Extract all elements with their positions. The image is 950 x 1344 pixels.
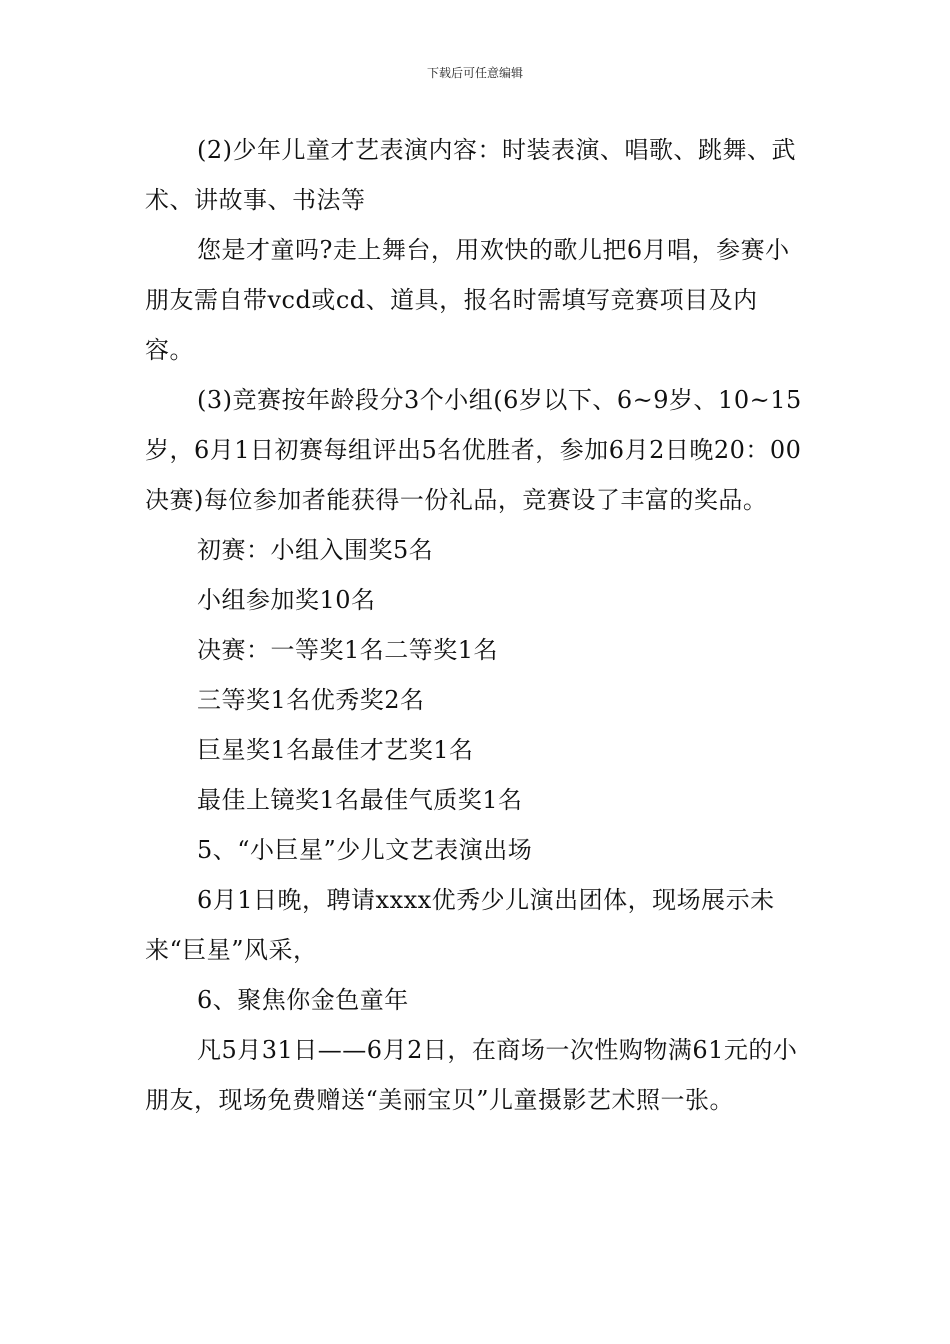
section-heading-6: 6、聚焦你金色童年 — [197, 986, 409, 1014]
paragraph-final-awards-2: 三等奖1名优秀奖2名 — [197, 686, 425, 714]
paragraph-talent-content: (2)少年儿童才艺表演内容：时装表演、唱歌、跳舞、武术、讲故事、书法等 — [145, 136, 796, 214]
paragraph-prelim-award: 初赛：小组入围奖5名 — [197, 536, 434, 564]
section-heading-5: 5、“小巨星”少儿文艺表演出场 — [197, 836, 533, 864]
paragraph-final-awards-1: 决赛：一等奖1名二等奖1名 — [197, 636, 499, 664]
paragraph-final-awards-4: 最佳上镜奖1名最佳气质奖1名 — [197, 786, 523, 814]
paragraph-age-groups: (3)竞赛按年龄段分3个小组(6岁以下、6~9岁、10~15岁，6月1日初赛每组评出5名优胜者，参加6月2日晚20：00决赛)每位参加者能获得一份礼品，竞赛设了丰富的奖品。 — [145, 386, 802, 514]
paragraph-photo-gift: 凡5月31日——6月2日，在商场一次性购物满61元的小朋友，现场免费赠送“美丽宝贝”儿童摄影艺术照一张。 — [145, 1036, 798, 1114]
paragraph-talent-invite: 您是才童吗?走上舞台，用欢快的歌儿把6月唱，参赛小朋友需自带vcd或cd、道具，报名时需填写竞赛项目及内容。 — [145, 236, 790, 364]
page-header: 下载后可任意编辑 — [426, 66, 523, 80]
paragraph-final-awards-3: 巨星奖1名最佳才艺奖1名 — [197, 736, 474, 764]
paragraph-performance: 6月1日晚，聘请xxxx优秀少儿演出团体，现场展示未来“巨星”风采， — [145, 886, 775, 964]
document-body — [145, 125, 805, 1125]
paragraph-participation-award: 小组参加奖10名 — [197, 586, 376, 614]
